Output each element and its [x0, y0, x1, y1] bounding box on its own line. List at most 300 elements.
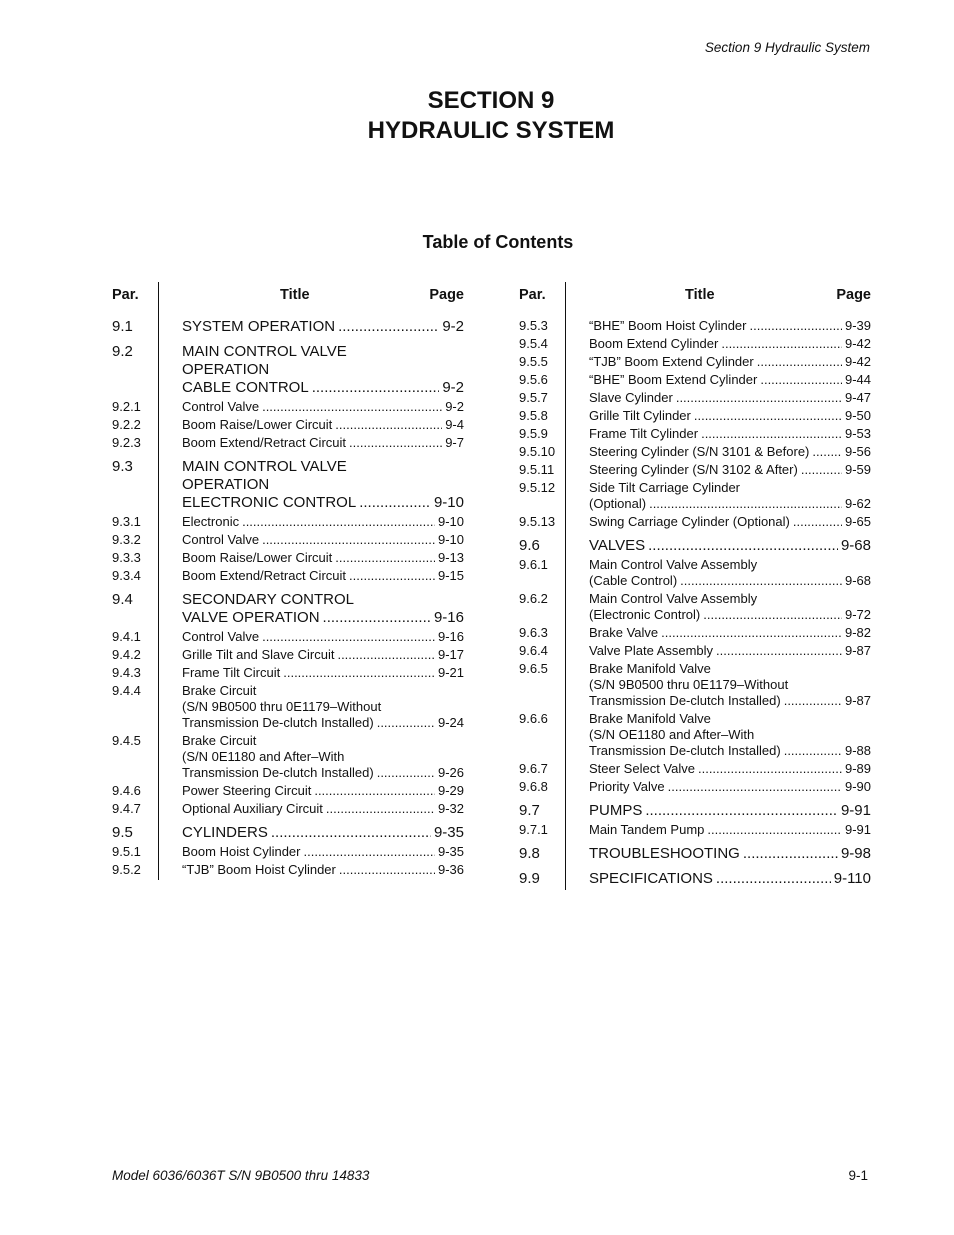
- toc-entry: [519, 761, 871, 777]
- toc-entry: [112, 514, 464, 530]
- toc-entry: [519, 480, 871, 512]
- dot-leader: [680, 573, 842, 589]
- dot-leader: [694, 408, 842, 424]
- toc-entry-text: MAIN CONTROL VALVE: [182, 458, 347, 475]
- toc-entry-number: 9.5.12: [519, 480, 556, 495]
- toc-entry-number: 9.5.6: [519, 372, 548, 387]
- toc-entry-page: 9-90: [844, 779, 871, 794]
- toc-column-left: [112, 282, 464, 880]
- toc-entry-line: [182, 417, 464, 433]
- dot-leader: [335, 417, 442, 433]
- toc-entry-text: Boom Extend Cylinder: [589, 336, 719, 351]
- toc-entry-line: [589, 496, 871, 512]
- dot-leader: [743, 845, 838, 863]
- toc-entry-line: [182, 801, 464, 817]
- toc-entry-title: [589, 444, 871, 460]
- toc-entry: [112, 532, 464, 548]
- dot-leader: [760, 372, 842, 388]
- toc-entry-text: (S/N 0E1180 and After–With: [182, 749, 345, 764]
- toc-entry-text: “TJB” Boom Extend Cylinder: [589, 354, 754, 369]
- section-title-line-2: HYDRAULIC SYSTEM: [367, 117, 615, 144]
- toc-entry: [112, 568, 464, 584]
- toc-entry-title: [589, 822, 871, 838]
- toc-entry: [519, 390, 871, 406]
- toc-entry-title: [589, 426, 871, 442]
- toc-entry-page: 9-62: [844, 496, 871, 511]
- toc-entry-line: [589, 661, 871, 677]
- toc-entry-title: [182, 568, 464, 584]
- toc-entry-title: [182, 733, 464, 781]
- toc-entry-number: 9.4.4: [112, 683, 141, 698]
- toc-entry-number: 9.6.8: [519, 779, 548, 794]
- toc-entry-number: 9.6.1: [519, 557, 548, 572]
- toc-entry-title: [182, 647, 464, 663]
- dot-leader: [784, 743, 842, 759]
- toc-entry-text: Transmission De-clutch Installed): [182, 765, 374, 780]
- dot-leader: [676, 390, 842, 406]
- toc-entry-title: [589, 845, 871, 863]
- toc-entry-page: 9-13: [437, 550, 464, 565]
- toc-entry-text: Control Valve: [182, 399, 260, 414]
- dot-leader: [648, 537, 838, 555]
- footer-model: Model 6036/6036T S/N 9B0500 thru 14833: [112, 1168, 370, 1183]
- dot-leader: [314, 783, 435, 799]
- toc-entry-page: 9-42: [844, 336, 871, 351]
- toc-entry-title: [182, 458, 464, 512]
- toc-entry-title: [182, 343, 464, 397]
- toc-entry-page: 9-21: [437, 665, 464, 680]
- toc-entry-text: VALVE OPERATION: [182, 609, 320, 626]
- toc-entry: [112, 647, 464, 663]
- toc-entry-title: [589, 779, 871, 795]
- toc-entry-page: 9-82: [844, 625, 871, 640]
- toc-entry-page: 9-39: [844, 318, 871, 333]
- toc-entry-number: 9.4.5: [112, 733, 141, 748]
- toc-entry-line: [182, 844, 464, 860]
- dot-leader: [750, 318, 842, 334]
- toc-entry-text: Electronic: [182, 514, 240, 529]
- toc-entry-number: 9.4.6: [112, 783, 141, 798]
- toc-entry-number: 9.3.3: [112, 550, 141, 565]
- toc-entry-title: [182, 783, 464, 799]
- toc-entry-number: 9.3.1: [112, 514, 141, 529]
- toc-entry: [112, 665, 464, 681]
- dot-leader: [262, 629, 435, 645]
- toc-entry: [519, 643, 871, 659]
- toc-entry-page: 9-56: [844, 444, 871, 459]
- toc-entry-line: [589, 870, 871, 888]
- toc-entry-line: [589, 607, 871, 623]
- section-title: [0, 86, 954, 146]
- toc-entry-text: ELECTRONIC CONTROL: [182, 494, 357, 511]
- toc-entries-left: [112, 308, 464, 878]
- toc-entry-number: 9.2.1: [112, 399, 141, 414]
- toc-entry-line: [182, 379, 464, 397]
- toc-entry: [112, 824, 464, 842]
- toc-entry-line: [589, 643, 871, 659]
- toc-entry: [519, 408, 871, 424]
- toc-entry-page: 9-36: [437, 862, 464, 877]
- toc-entry-line: [182, 532, 464, 548]
- toc-entry-title: [589, 354, 871, 370]
- toc-entry-number: 9.3.2: [112, 532, 141, 547]
- toc-entry: [519, 336, 871, 352]
- dot-leader: [262, 532, 435, 548]
- toc-entry: [112, 629, 464, 645]
- toc-entry-line: [589, 727, 871, 743]
- dot-leader: [304, 844, 435, 860]
- toc-entry-line: [589, 845, 871, 863]
- toc-entry-line: [589, 372, 871, 388]
- toc-entry-title: [589, 537, 871, 555]
- toc-entry-text: Side Tilt Carriage Cylinder: [589, 480, 741, 495]
- toc-entry-title: [182, 665, 464, 681]
- toc-entry-title: [589, 661, 871, 709]
- toc-entry: [519, 711, 871, 759]
- toc-entry-text: Grille Tilt Cylinder: [589, 408, 691, 423]
- toc-entry-text: Transmission De-clutch Installed): [589, 743, 781, 758]
- toc-entry-text: Transmission De-clutch Installed): [182, 715, 374, 730]
- toc-entry-page: 9-87: [844, 693, 871, 708]
- toc-entry-text: Frame Tilt Cylinder: [589, 426, 699, 441]
- header-par: Par.: [112, 287, 139, 303]
- toc-entry-title: [589, 336, 871, 352]
- toc-entries-right: [519, 308, 871, 888]
- toc-entry-page: 9-65: [844, 514, 871, 529]
- dot-leader: [335, 550, 435, 566]
- toc-entry-title: [182, 550, 464, 566]
- toc-entry-text: Boom Hoist Cylinder: [182, 844, 301, 859]
- dot-leader: [377, 765, 435, 781]
- toc-entry-title: [182, 514, 464, 530]
- dot-leader: [793, 514, 842, 530]
- toc-entry-number: 9.3: [112, 458, 133, 475]
- column-divider: [565, 282, 566, 890]
- toc-entry-text: TROUBLESHOOTING: [589, 845, 740, 862]
- toc-entry-number: 9.5.7: [519, 390, 548, 405]
- toc-entry-text: Steering Cylinder (S/N 3102 & After): [589, 462, 798, 477]
- toc-entry-line: [589, 625, 871, 641]
- toc-entry-text: PUMPS: [589, 802, 643, 819]
- dot-leader: [716, 643, 842, 659]
- toc-entry: [519, 779, 871, 795]
- toc-entry-line: [182, 665, 464, 681]
- toc-entry-line: [589, 761, 871, 777]
- dot-leader: [661, 625, 842, 641]
- toc-entry: [519, 354, 871, 370]
- toc-entry-text: “BHE” Boom Extend Cylinder: [589, 372, 758, 387]
- toc-entry-text: Brake Valve: [589, 625, 659, 640]
- toc-entry: [112, 801, 464, 817]
- toc-entry-line: [589, 318, 871, 334]
- dot-leader: [701, 426, 842, 442]
- toc-entry-number: 9.4.2: [112, 647, 141, 662]
- toc-entry-text: “TJB” Boom Hoist Cylinder: [182, 862, 336, 877]
- toc-entry-title: [589, 870, 871, 888]
- toc-entry: [112, 591, 464, 627]
- toc-entry-text: Control Valve: [182, 532, 260, 547]
- toc-entry-line: [589, 591, 871, 607]
- toc-entry: [519, 870, 871, 888]
- toc-entry-page: 9-68: [840, 537, 871, 554]
- toc-entry-title: [589, 480, 871, 512]
- dot-leader: [338, 318, 439, 336]
- toc-entry-text: (S/N OE1180 and After–With: [589, 727, 755, 742]
- dot-leader: [337, 647, 435, 663]
- toc-entry-title: [182, 417, 464, 433]
- toc-entry-number: 9.7.1: [519, 822, 548, 837]
- toc-entry: [519, 802, 871, 820]
- toc-entry-number: 9.5.1: [112, 844, 141, 859]
- toc-entry-number: 9.4.7: [112, 801, 141, 816]
- toc-entry: [519, 591, 871, 623]
- toc-entry: [112, 458, 464, 512]
- toc-entry-line: [589, 537, 871, 555]
- toc-entry-page: 9-7: [445, 435, 464, 450]
- toc-entry: [519, 822, 871, 838]
- toc-entry-text: Optional Auxiliary Circuit: [182, 801, 323, 816]
- toc-entry-page: 9-10: [437, 514, 464, 529]
- toc-entry-line: [589, 444, 871, 460]
- toc-entry: [112, 783, 464, 799]
- section-title-line-1: SECTION 9: [427, 87, 555, 114]
- toc-entry-text: Main Tandem Pump: [589, 822, 705, 837]
- toc-entry-text: SYSTEM OPERATION: [182, 318, 336, 335]
- toc-entry-title: [182, 318, 464, 336]
- dot-leader: [349, 435, 442, 451]
- toc-entry-number: 9.9: [519, 870, 540, 887]
- toc-entry-title: [589, 372, 871, 388]
- toc-entry-number: 9.5.10: [519, 444, 556, 459]
- toc-entry-title: [182, 435, 464, 451]
- toc-entry-line: [589, 426, 871, 442]
- toc-entry-number: 9.2.2: [112, 417, 141, 432]
- toc-entry-text: (S/N 9B0500 thru 0E1179–Without: [589, 677, 789, 692]
- toc-entry-title: [182, 683, 464, 731]
- toc-entry-page: 9-2: [445, 399, 464, 414]
- toc-entry-text: Steer Select Valve: [589, 761, 695, 776]
- toc-entry: [112, 318, 464, 336]
- toc-entry-line: [182, 733, 464, 749]
- toc-entry-page: 9-35: [437, 844, 464, 859]
- toc-entry-line: [182, 824, 464, 842]
- toc-entry-line: [182, 361, 464, 379]
- toc-entry-page: 9-35: [433, 824, 464, 841]
- toc-entry-title: [182, 591, 464, 627]
- toc-entry-title: [589, 514, 871, 530]
- toc-entry-line: [182, 683, 464, 699]
- toc-entry-number: 9.4: [112, 591, 133, 608]
- toc-entry-page: 9-4: [445, 417, 464, 432]
- toc-entry-text: Brake Manifold Valve: [589, 711, 711, 726]
- toc-entry: [519, 426, 871, 442]
- toc-entry-text: OPERATION: [182, 361, 270, 378]
- dot-leader: [757, 354, 842, 370]
- toc-entry-text: Boom Raise/Lower Circuit: [182, 550, 333, 565]
- toc-column-right: [519, 282, 871, 890]
- toc-entry-title: [589, 408, 871, 424]
- toc-entry-text: Brake Manifold Valve: [589, 661, 711, 676]
- toc-entry-title: [182, 629, 464, 645]
- toc-entry-line: [589, 408, 871, 424]
- toc-entry-title: [182, 844, 464, 860]
- toc-entry-page: 9-32: [437, 801, 464, 816]
- toc-entry-text: (Electronic Control): [589, 607, 701, 622]
- dot-leader: [242, 514, 435, 530]
- toc-heading: Table of Contents: [422, 232, 574, 252]
- toc-entry-title: [589, 802, 871, 820]
- dot-leader: [312, 379, 440, 397]
- toc-entry-title: [182, 862, 464, 878]
- dot-leader: [707, 822, 842, 838]
- toc-entry: [519, 462, 871, 478]
- toc-entry: [112, 417, 464, 433]
- toc-entry-text: Frame Tilt Circuit: [182, 665, 281, 680]
- toc-entry: [519, 625, 871, 641]
- toc-entry-text: Priority Valve: [589, 779, 665, 794]
- toc-entry-title: [589, 318, 871, 334]
- toc-entry-title: [589, 643, 871, 659]
- toc-entry-line: [182, 647, 464, 663]
- toc-entry-line: [182, 343, 464, 361]
- dot-leader: [359, 494, 431, 512]
- toc-entry-page: 9-91: [844, 822, 871, 837]
- toc-entry-text: Steering Cylinder (S/N 3101 & Before): [589, 444, 810, 459]
- toc-entry-line: [589, 802, 871, 820]
- dot-leader: [668, 779, 842, 795]
- toc-entry-page: 9-2: [442, 318, 464, 335]
- toc-entry-line: [589, 693, 871, 709]
- toc-entry-text: Slave Cylinder: [589, 390, 673, 405]
- toc-entry-title: [589, 462, 871, 478]
- toc-entry: [112, 733, 464, 781]
- toc-entry-page: 9-17: [437, 647, 464, 662]
- toc-entry-line: [182, 476, 464, 494]
- toc-entry-number: 9.5.9: [519, 426, 548, 441]
- toc-entry-title: [182, 801, 464, 817]
- toc-entry-line: [589, 514, 871, 530]
- running-header: Section 9 Hydraulic System: [704, 40, 870, 55]
- toc-entry-number: 9.2.3: [112, 435, 141, 450]
- dot-leader: [283, 665, 435, 681]
- toc-entry-page: 9-16: [433, 609, 464, 626]
- header-title: Title: [280, 287, 310, 303]
- dot-leader: [703, 607, 842, 623]
- toc-entry-line: [589, 743, 871, 759]
- toc-entry-line: [182, 514, 464, 530]
- toc-entry-line: [589, 711, 871, 727]
- toc-entry-title: [182, 399, 464, 415]
- dot-leader: [262, 399, 442, 415]
- toc-entry-line: [589, 573, 871, 589]
- header-page: Page: [836, 287, 871, 303]
- toc-entry: [519, 845, 871, 863]
- toc-entry-number: 9.8: [519, 845, 540, 862]
- toc-entry-line: [589, 336, 871, 352]
- toc-entry-page: 9-42: [844, 354, 871, 369]
- toc-entry-line: [589, 480, 871, 496]
- toc-entry-text: (S/N 9B0500 thru 0E1179–Without: [182, 699, 382, 714]
- dot-leader: [645, 802, 838, 820]
- toc-entry: [112, 862, 464, 878]
- toc-entry-text: Valve Plate Assembly: [589, 643, 714, 658]
- toc-entry-line: [589, 557, 871, 573]
- toc-entry: [112, 435, 464, 451]
- header-par: Par.: [519, 287, 546, 303]
- toc-entry-text: OPERATION: [182, 476, 270, 493]
- toc-entry-title: [589, 557, 871, 589]
- toc-entry-title: [589, 591, 871, 623]
- dot-leader: [377, 715, 435, 731]
- toc-entry-title: [589, 711, 871, 759]
- dot-leader: [784, 693, 842, 709]
- toc-entry-title: [589, 761, 871, 777]
- toc-entry-number: 9.5.13: [519, 514, 556, 529]
- toc-entry: [519, 514, 871, 530]
- dot-leader: [349, 568, 435, 584]
- toc-entry-text: (Optional): [589, 496, 647, 511]
- header-page: Page: [429, 287, 464, 303]
- toc-entry-page: 9-44: [844, 372, 871, 387]
- dot-leader: [339, 862, 435, 878]
- toc-entry: [519, 537, 871, 555]
- toc-entry-text: (Cable Control): [589, 573, 678, 588]
- toc-entry-text: SECONDARY CONTROL: [182, 591, 354, 608]
- toc-entry-page: 9-88: [844, 743, 871, 758]
- toc-entry: [519, 444, 871, 460]
- toc-entry-text: Transmission De-clutch Installed): [589, 693, 781, 708]
- toc-entry: [519, 661, 871, 709]
- toc-entry-text: Boom Extend/Retract Circuit: [182, 435, 347, 450]
- toc-entry-line: [182, 591, 464, 609]
- toc-entry-line: [589, 677, 871, 693]
- dot-leader: [812, 444, 842, 460]
- toc-entry: [519, 557, 871, 589]
- toc-entry: [112, 399, 464, 415]
- toc-entry: [519, 372, 871, 388]
- toc-entry-line: [589, 779, 871, 795]
- dot-leader: [649, 496, 842, 512]
- toc-entry-page: 9-72: [844, 607, 871, 622]
- toc-entry-title: [589, 625, 871, 641]
- toc-entry-line: [182, 765, 464, 781]
- toc-entry-text: Main Control Valve Assembly: [589, 557, 758, 572]
- toc-entry-text: SPECIFICATIONS: [589, 870, 713, 887]
- dot-leader: [698, 761, 842, 777]
- toc-entry-page: 9-89: [844, 761, 871, 776]
- toc-entry-line: [182, 458, 464, 476]
- toc-entry-line: [182, 494, 464, 512]
- toc-entry-number: 9.5: [112, 824, 133, 841]
- dot-leader: [271, 824, 431, 842]
- toc-entry-number: 9.5.8: [519, 408, 548, 423]
- toc-entry-number: 9.5.3: [519, 318, 548, 333]
- toc-entry-text: Brake Circuit: [182, 733, 257, 748]
- toc-entry-page: 9-87: [844, 643, 871, 658]
- dot-leader: [716, 870, 831, 888]
- toc-entry-number: 9.4.3: [112, 665, 141, 680]
- toc-entry: [112, 550, 464, 566]
- toc-entry-number: 9.7: [519, 802, 540, 819]
- toc-entry-page: 9-10: [437, 532, 464, 547]
- toc-entry-text: Boom Extend/Retract Circuit: [182, 568, 347, 583]
- toc-entry-page: 9-47: [844, 390, 871, 405]
- toc-entry-line: [182, 435, 464, 451]
- toc-entry-text: Power Steering Circuit: [182, 783, 312, 798]
- toc-entry-title: [589, 390, 871, 406]
- toc-entry-line: [182, 318, 464, 336]
- toc-entry-number: 9.5.5: [519, 354, 548, 369]
